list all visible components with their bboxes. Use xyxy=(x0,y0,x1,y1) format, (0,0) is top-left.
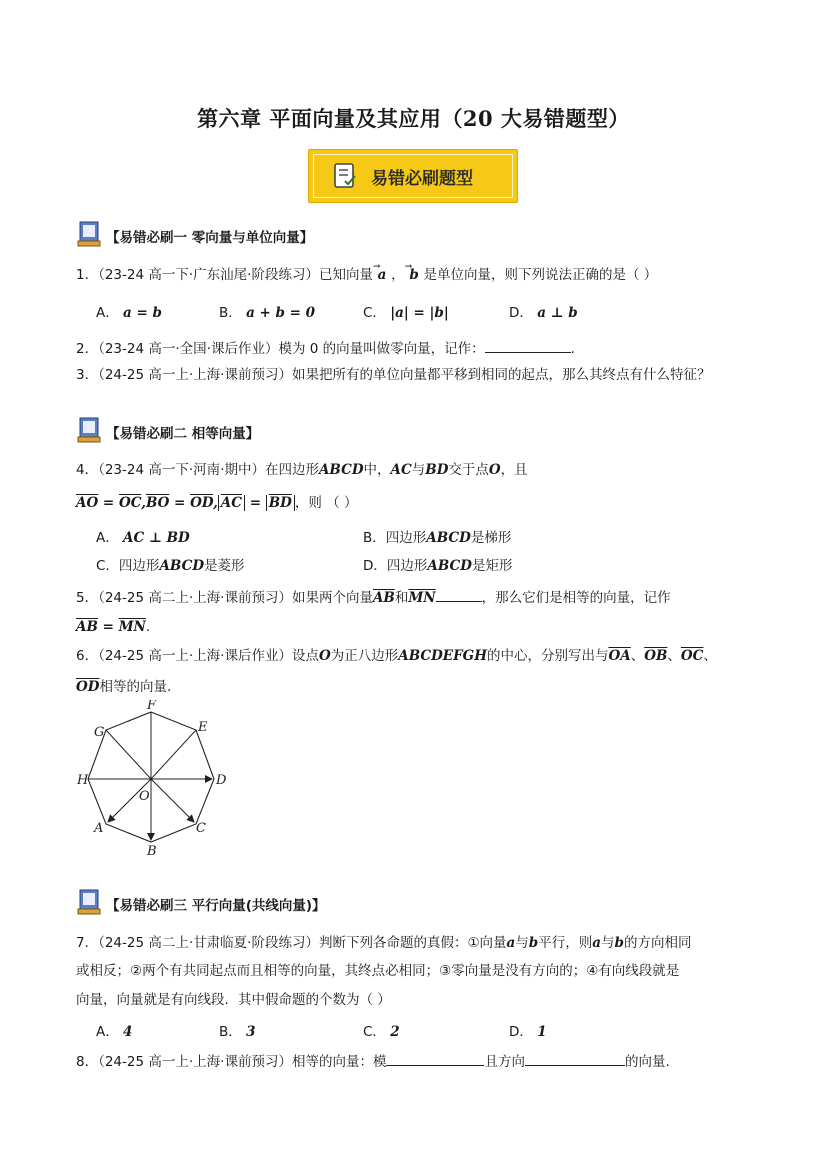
question-8: 8．（24-25 高一上·上海·课前预习）相等的向量：模 且方向 的向量. xyxy=(76,1051,670,1071)
question-7-option-d[interactable]: D． 1 xyxy=(509,1024,547,1040)
answer-blank[interactable] xyxy=(436,587,482,602)
question-1-option-a[interactable]: A． a = b xyxy=(96,305,162,321)
label-h: H xyxy=(77,773,89,788)
book-icon xyxy=(77,220,103,248)
book-icon xyxy=(77,416,103,444)
section-title-2: 【易错必刷二 相等向量】 xyxy=(106,426,260,442)
question-4-option-b[interactable]: B．四边形ABCD是梯形 xyxy=(363,530,512,546)
label-f: F xyxy=(147,700,157,713)
label-b: B xyxy=(147,844,157,859)
banner xyxy=(308,149,518,203)
question-6-stem: 6．（24-25 高一上·上海·课后作业）设点O为正八边形ABCDEFGH的中心，分别写出与$\overline{OA}$、$\overline{OB}$、$\overline{OC}$、 xyxy=(76,648,717,664)
answer-blank[interactable] xyxy=(386,1051,484,1066)
banner-label: 易错必刷题型 xyxy=(371,169,473,189)
question-6-stem-end: $\overline{OD}$相等的向量. xyxy=(76,679,172,695)
label-d: D xyxy=(216,773,227,788)
question-1-option-b[interactable]: B． a + b = 0 xyxy=(219,305,316,321)
question-4-option-d[interactable]: D．四边形ABCD是矩形 xyxy=(363,558,513,574)
question-7-line-1: 7．（24-25 高二上·甘肃临夏·阶段练习）判断下列各命题的真假：①向量a与b平行，则a与b的方向相同 xyxy=(76,935,692,951)
question-4-condition: $\overline{AO} = \overline{OC},\overline{BO} = \overline{OD}$, $\overline{AC} = \overline{BD}$ ，则 （ ） xyxy=(76,495,358,511)
label-a: A xyxy=(94,821,104,836)
question-7-option-a[interactable]: A． 4 xyxy=(96,1024,133,1040)
question-5-formula: $\overline{AB} = \overline{MN}$. xyxy=(76,619,151,635)
question-7-option-b[interactable]: B． 3 xyxy=(219,1024,256,1040)
question-7-line-3: 向量，向量就是有向线段．其中假命题的个数为（ ） xyxy=(76,992,391,1008)
label-o: O xyxy=(139,789,150,804)
section-title-1: 【易错必刷一 零向量与单位向量】 xyxy=(106,230,314,246)
label-e: E xyxy=(198,720,208,735)
question-5-stem: 5．（24-25 高二上·上海·课前预习）如果两个向量$\overline{AB}$和$\overline{MN}$ ，那么它们是相等的向量，记作 xyxy=(76,587,671,607)
question-1-stem: 1．（23-24 高一下·广东汕尾·阶段练习）已知向量 a → ， b → 是单位向量，则下列说法正确的是（ ） xyxy=(76,262,658,283)
vector-oc xyxy=(151,779,194,822)
book-icon xyxy=(77,888,103,916)
label-c: C xyxy=(196,821,206,836)
page-title: 第六章 平面向量及其应用（20 大易错题型） xyxy=(197,106,630,131)
question-1-option-d[interactable]: D． a ⊥ b xyxy=(509,305,578,321)
answer-blank[interactable] xyxy=(525,1051,625,1066)
label-g: G xyxy=(94,725,105,740)
question-4-stem: 4．（23-24 高一下·河南·期中）在四边形ABCD中，AC与BD交于点O，且 xyxy=(76,462,528,478)
question-7-line-2: 或相反；②两个有共同起点而且相等的向量，其终点必相同；③零向量是没有方向的；④有向线段就是 xyxy=(76,963,680,979)
section-title-3: 【易错必刷三 平行向量(共线向量)】 xyxy=(106,898,326,914)
octagon-figure xyxy=(72,700,237,860)
question-3: 3．（24-25 高一上·上海·课前预习）如果把所有的单位向量都平移到相同的起点，那么其终点有什么特征？ xyxy=(76,367,711,383)
question-4-option-c[interactable]: C．四边形ABCD是菱形 xyxy=(96,558,245,574)
question-2: 2．（23-24 高一·全国·课后作业）模为 0 的向量叫做零向量，记作： . xyxy=(76,338,575,358)
question-4-option-a[interactable]: A． AC ⊥ BD xyxy=(96,530,190,546)
question-7-option-c[interactable]: C． 2 xyxy=(363,1024,400,1040)
answer-blank[interactable] xyxy=(485,338,571,353)
question-1-option-c[interactable]: C． |a| = |b| xyxy=(363,305,449,321)
checklist-icon xyxy=(333,162,359,190)
